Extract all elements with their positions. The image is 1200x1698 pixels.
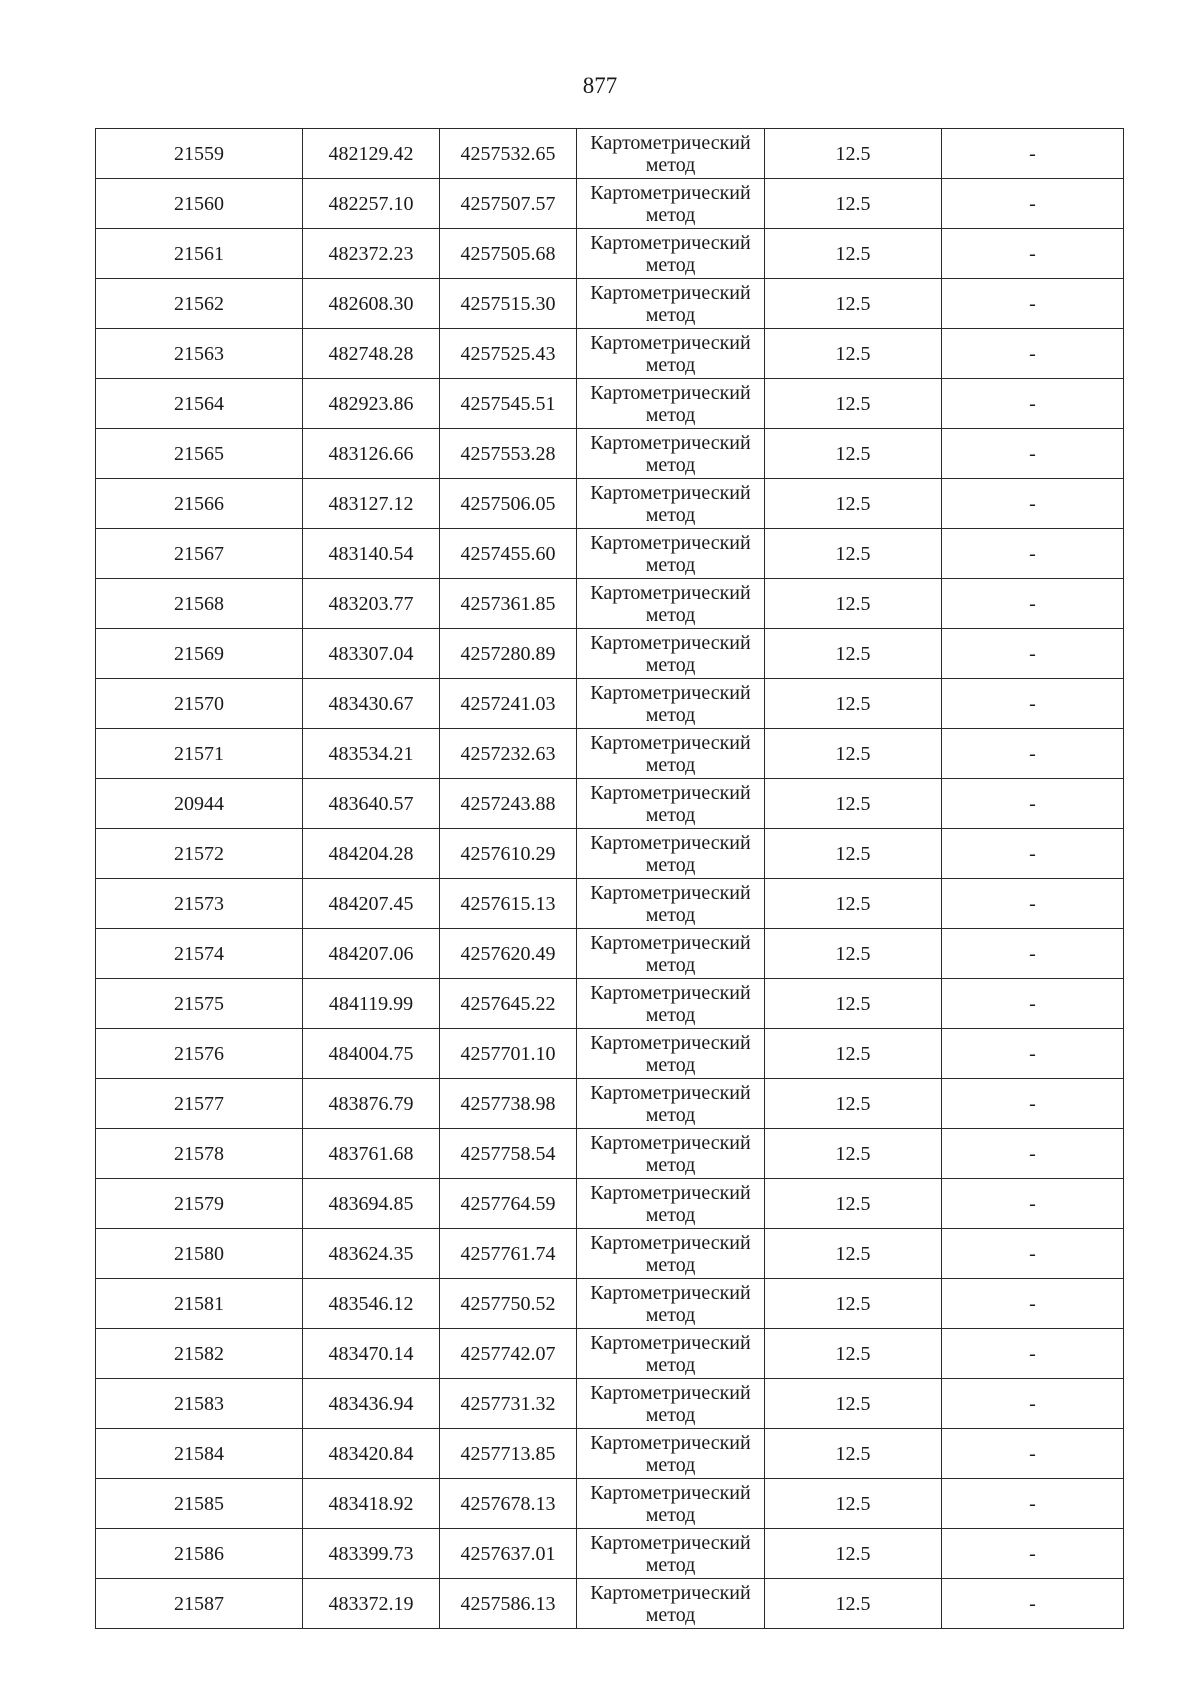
table-row bbox=[96, 229, 1124, 279]
point-id-cell: 21576 bbox=[96, 1029, 303, 1079]
point-id-cell: 21585 bbox=[96, 1479, 303, 1529]
point-id-cell: 21578 bbox=[96, 1129, 303, 1179]
note-cell: - bbox=[942, 429, 1124, 479]
method-line-2: метод bbox=[645, 1253, 696, 1276]
coordinates-table-body bbox=[96, 129, 1124, 1629]
y-coordinate-cell: 4257637.01 bbox=[440, 1529, 577, 1579]
x-coordinate-cell: 484004.75 bbox=[303, 1029, 440, 1079]
method-line-1: Картометрический bbox=[590, 181, 751, 204]
method-line-1: Картометрический bbox=[590, 481, 751, 504]
x-coordinate-cell: 483470.14 bbox=[303, 1329, 440, 1379]
table-row bbox=[96, 1229, 1124, 1279]
method-cell bbox=[577, 1329, 765, 1379]
note-cell: - bbox=[942, 329, 1124, 379]
method-line-1: Картометрический bbox=[590, 331, 751, 354]
x-coordinate-cell: 483546.12 bbox=[303, 1279, 440, 1329]
table-row bbox=[96, 1179, 1124, 1229]
y-coordinate-cell: 4257532.65 bbox=[440, 129, 577, 179]
note-cell: - bbox=[942, 1429, 1124, 1479]
accuracy-cell: 12.5 bbox=[765, 879, 942, 929]
note-cell: - bbox=[942, 1329, 1124, 1379]
method-cell bbox=[577, 179, 765, 229]
point-id-cell: 21568 bbox=[96, 579, 303, 629]
point-id-cell: 21584 bbox=[96, 1429, 303, 1479]
x-coordinate-cell: 483640.57 bbox=[303, 779, 440, 829]
note-cell: - bbox=[942, 879, 1124, 929]
y-coordinate-cell: 4257553.28 bbox=[440, 429, 577, 479]
y-coordinate-cell: 4257232.63 bbox=[440, 729, 577, 779]
x-coordinate-cell: 483126.66 bbox=[303, 429, 440, 479]
method-line-1: Картометрический bbox=[590, 431, 751, 454]
point-id-cell: 21587 bbox=[96, 1579, 303, 1629]
point-id-cell: 21580 bbox=[96, 1229, 303, 1279]
table-row bbox=[96, 979, 1124, 1029]
table-row bbox=[96, 679, 1124, 729]
accuracy-cell: 12.5 bbox=[765, 829, 942, 879]
table-row bbox=[96, 379, 1124, 429]
note-cell: - bbox=[942, 1529, 1124, 1579]
method-line-1: Картометрический bbox=[590, 1331, 751, 1354]
method-line-2: метод bbox=[645, 903, 696, 926]
x-coordinate-cell: 483876.79 bbox=[303, 1079, 440, 1129]
x-coordinate-cell: 483436.94 bbox=[303, 1379, 440, 1429]
point-id-cell: 21570 bbox=[96, 679, 303, 729]
note-cell: - bbox=[942, 1479, 1124, 1529]
point-id-cell: 21573 bbox=[96, 879, 303, 929]
point-id-cell: 21582 bbox=[96, 1329, 303, 1379]
table-row bbox=[96, 729, 1124, 779]
method-line-1: Картометрический bbox=[590, 531, 751, 554]
method-cell bbox=[577, 1479, 765, 1529]
table-row bbox=[96, 1279, 1124, 1329]
method-line-1: Картометрический bbox=[590, 281, 751, 304]
method-line-1: Картометрический bbox=[590, 631, 751, 654]
accuracy-cell: 12.5 bbox=[765, 229, 942, 279]
y-coordinate-cell: 4257241.03 bbox=[440, 679, 577, 729]
point-id-cell: 21567 bbox=[96, 529, 303, 579]
note-cell: - bbox=[942, 629, 1124, 679]
point-id-cell: 21566 bbox=[96, 479, 303, 529]
note-cell: - bbox=[942, 379, 1124, 429]
note-cell: - bbox=[942, 1579, 1124, 1629]
method-line-1: Картометрический bbox=[590, 1081, 751, 1104]
method-line-1: Картометрический bbox=[590, 131, 751, 154]
method-cell bbox=[577, 829, 765, 879]
x-coordinate-cell: 483534.21 bbox=[303, 729, 440, 779]
accuracy-cell: 12.5 bbox=[765, 1079, 942, 1129]
note-cell: - bbox=[942, 1129, 1124, 1179]
note-cell: - bbox=[942, 529, 1124, 579]
method-line-1: Картометрический bbox=[590, 1381, 751, 1404]
method-line-2: метод bbox=[645, 853, 696, 876]
point-id-cell: 21569 bbox=[96, 629, 303, 679]
method-line-2: метод bbox=[645, 1203, 696, 1226]
note-cell: - bbox=[942, 179, 1124, 229]
method-line-1: Картометрический bbox=[590, 681, 751, 704]
accuracy-cell: 12.5 bbox=[765, 1279, 942, 1329]
note-cell: - bbox=[942, 1029, 1124, 1079]
y-coordinate-cell: 4257361.85 bbox=[440, 579, 577, 629]
y-coordinate-cell: 4257761.74 bbox=[440, 1229, 577, 1279]
method-cell bbox=[577, 429, 765, 479]
point-id-cell: 21571 bbox=[96, 729, 303, 779]
method-line-2: метод bbox=[645, 553, 696, 576]
point-id-cell: 21572 bbox=[96, 829, 303, 879]
method-line-2: метод bbox=[645, 1053, 696, 1076]
accuracy-cell: 12.5 bbox=[765, 179, 942, 229]
x-coordinate-cell: 483127.12 bbox=[303, 479, 440, 529]
accuracy-cell: 12.5 bbox=[765, 1579, 942, 1629]
method-line-1: Картометрический bbox=[590, 1231, 751, 1254]
note-cell: - bbox=[942, 229, 1124, 279]
x-coordinate-cell: 482372.23 bbox=[303, 229, 440, 279]
y-coordinate-cell: 4257758.54 bbox=[440, 1129, 577, 1179]
note-cell: - bbox=[942, 829, 1124, 879]
method-cell bbox=[577, 979, 765, 1029]
method-line-1: Картометрический bbox=[590, 1131, 751, 1154]
method-cell bbox=[577, 1529, 765, 1579]
point-id-cell: 21577 bbox=[96, 1079, 303, 1129]
method-line-1: Картометрический bbox=[590, 1281, 751, 1304]
x-coordinate-cell: 483307.04 bbox=[303, 629, 440, 679]
method-line-1: Картометрический bbox=[590, 381, 751, 404]
y-coordinate-cell: 4257506.05 bbox=[440, 479, 577, 529]
point-id-cell: 21561 bbox=[96, 229, 303, 279]
table-row bbox=[96, 1479, 1124, 1529]
table-row bbox=[96, 1029, 1124, 1079]
method-cell bbox=[577, 929, 765, 979]
y-coordinate-cell: 4257701.10 bbox=[440, 1029, 577, 1079]
table-row bbox=[96, 279, 1124, 329]
accuracy-cell: 12.5 bbox=[765, 679, 942, 729]
method-line-1: Картометрический bbox=[590, 1581, 751, 1604]
method-cell bbox=[577, 1429, 765, 1479]
x-coordinate-cell: 483203.77 bbox=[303, 579, 440, 629]
method-line-2: метод bbox=[645, 353, 696, 376]
x-coordinate-cell: 483761.68 bbox=[303, 1129, 440, 1179]
accuracy-cell: 12.5 bbox=[765, 1529, 942, 1579]
page-number: 877 bbox=[582, 73, 618, 98]
method-line-2: метод bbox=[645, 753, 696, 776]
x-coordinate-cell: 482748.28 bbox=[303, 329, 440, 379]
method-line-2: метод bbox=[645, 1153, 696, 1176]
y-coordinate-cell: 4257586.13 bbox=[440, 1579, 577, 1629]
method-line-2: метод bbox=[645, 1503, 696, 1526]
method-cell bbox=[577, 279, 765, 329]
method-line-2: метод bbox=[645, 1403, 696, 1426]
method-line-2: метод bbox=[645, 603, 696, 626]
table-row bbox=[96, 579, 1124, 629]
method-line-2: метод bbox=[645, 1353, 696, 1376]
note-cell: - bbox=[942, 129, 1124, 179]
note-cell: - bbox=[942, 929, 1124, 979]
point-id-cell: 21583 bbox=[96, 1379, 303, 1429]
x-coordinate-cell: 483140.54 bbox=[303, 529, 440, 579]
method-line-1: Картометрический bbox=[590, 931, 751, 954]
method-line-1: Картометрический bbox=[590, 881, 751, 904]
method-line-2: метод bbox=[645, 1553, 696, 1576]
x-coordinate-cell: 484119.99 bbox=[303, 979, 440, 1029]
method-line-1: Картометрический bbox=[590, 1481, 751, 1504]
y-coordinate-cell: 4257455.60 bbox=[440, 529, 577, 579]
table-row bbox=[96, 529, 1124, 579]
y-coordinate-cell: 4257525.43 bbox=[440, 329, 577, 379]
method-line-2: метод bbox=[645, 203, 696, 226]
coordinates-table bbox=[95, 128, 1124, 1629]
method-cell bbox=[577, 679, 765, 729]
table-row bbox=[96, 479, 1124, 529]
point-id-cell: 21586 bbox=[96, 1529, 303, 1579]
method-line-1: Картометрический bbox=[590, 1531, 751, 1554]
method-line-1: Картометрический bbox=[590, 981, 751, 1004]
table-row bbox=[96, 779, 1124, 829]
note-cell: - bbox=[942, 729, 1124, 779]
note-cell: - bbox=[942, 979, 1124, 1029]
method-cell bbox=[577, 129, 765, 179]
method-line-1: Картометрический bbox=[590, 731, 751, 754]
method-line-2: метод bbox=[645, 403, 696, 426]
x-coordinate-cell: 483418.92 bbox=[303, 1479, 440, 1529]
x-coordinate-cell: 483430.67 bbox=[303, 679, 440, 729]
y-coordinate-cell: 4257610.29 bbox=[440, 829, 577, 879]
point-id-cell: 20944 bbox=[96, 779, 303, 829]
note-cell: - bbox=[942, 279, 1124, 329]
x-coordinate-cell: 482129.42 bbox=[303, 129, 440, 179]
method-line-2: метод bbox=[645, 253, 696, 276]
method-cell bbox=[577, 1129, 765, 1179]
y-coordinate-cell: 4257731.32 bbox=[440, 1379, 577, 1429]
method-cell bbox=[577, 1379, 765, 1429]
method-line-1: Картометрический bbox=[590, 581, 751, 604]
method-cell bbox=[577, 1029, 765, 1079]
x-coordinate-cell: 483694.85 bbox=[303, 1179, 440, 1229]
accuracy-cell: 12.5 bbox=[765, 629, 942, 679]
table-row bbox=[96, 1579, 1124, 1629]
method-cell bbox=[577, 879, 765, 929]
method-cell bbox=[577, 1279, 765, 1329]
table-row bbox=[96, 1429, 1124, 1479]
x-coordinate-cell: 482257.10 bbox=[303, 179, 440, 229]
point-id-cell: 21562 bbox=[96, 279, 303, 329]
y-coordinate-cell: 4257280.89 bbox=[440, 629, 577, 679]
y-coordinate-cell: 4257764.59 bbox=[440, 1179, 577, 1229]
method-line-2: метод bbox=[645, 303, 696, 326]
method-line-2: метод bbox=[645, 1303, 696, 1326]
method-line-2: метод bbox=[645, 1003, 696, 1026]
y-coordinate-cell: 4257742.07 bbox=[440, 1329, 577, 1379]
y-coordinate-cell: 4257505.68 bbox=[440, 229, 577, 279]
accuracy-cell: 12.5 bbox=[765, 279, 942, 329]
note-cell: - bbox=[942, 679, 1124, 729]
method-line-2: метод bbox=[645, 703, 696, 726]
method-cell bbox=[577, 1079, 765, 1129]
accuracy-cell: 12.5 bbox=[765, 529, 942, 579]
accuracy-cell: 12.5 bbox=[765, 1429, 942, 1479]
x-coordinate-cell: 484207.06 bbox=[303, 929, 440, 979]
accuracy-cell: 12.5 bbox=[765, 1029, 942, 1079]
method-cell bbox=[577, 579, 765, 629]
table-row bbox=[96, 1379, 1124, 1429]
accuracy-cell: 12.5 bbox=[765, 1479, 942, 1529]
accuracy-cell: 12.5 bbox=[765, 579, 942, 629]
table-row bbox=[96, 129, 1124, 179]
method-line-1: Картометрический bbox=[590, 831, 751, 854]
note-cell: - bbox=[942, 779, 1124, 829]
method-line-2: метод bbox=[645, 1453, 696, 1476]
method-cell bbox=[577, 229, 765, 279]
note-cell: - bbox=[942, 1179, 1124, 1229]
method-line-2: метод bbox=[645, 653, 696, 676]
accuracy-cell: 12.5 bbox=[765, 1379, 942, 1429]
x-coordinate-cell: 483624.35 bbox=[303, 1229, 440, 1279]
method-cell bbox=[577, 529, 765, 579]
point-id-cell: 21560 bbox=[96, 179, 303, 229]
accuracy-cell: 12.5 bbox=[765, 979, 942, 1029]
x-coordinate-cell: 482608.30 bbox=[303, 279, 440, 329]
method-line-1: Картометрический bbox=[590, 781, 751, 804]
method-line-1: Картометрический bbox=[590, 1031, 751, 1054]
method-line-2: метод bbox=[645, 1603, 696, 1626]
method-line-2: метод bbox=[645, 803, 696, 826]
table-row bbox=[96, 879, 1124, 929]
note-cell: - bbox=[942, 1279, 1124, 1329]
method-line-2: метод bbox=[645, 153, 696, 176]
table-row bbox=[96, 429, 1124, 479]
method-cell bbox=[577, 729, 765, 779]
y-coordinate-cell: 4257545.51 bbox=[440, 379, 577, 429]
method-line-2: метод bbox=[645, 453, 696, 476]
method-cell bbox=[577, 329, 765, 379]
accuracy-cell: 12.5 bbox=[765, 379, 942, 429]
accuracy-cell: 12.5 bbox=[765, 729, 942, 779]
x-coordinate-cell: 483420.84 bbox=[303, 1429, 440, 1479]
method-line-2: метод bbox=[645, 503, 696, 526]
y-coordinate-cell: 4257243.88 bbox=[440, 779, 577, 829]
point-id-cell: 21575 bbox=[96, 979, 303, 1029]
table-row bbox=[96, 1329, 1124, 1379]
method-line-1: Картометрический bbox=[590, 231, 751, 254]
table-row bbox=[96, 929, 1124, 979]
accuracy-cell: 12.5 bbox=[765, 329, 942, 379]
method-cell bbox=[577, 379, 765, 429]
accuracy-cell: 12.5 bbox=[765, 1229, 942, 1279]
method-line-2: метод bbox=[645, 953, 696, 976]
x-coordinate-cell: 484207.45 bbox=[303, 879, 440, 929]
accuracy-cell: 12.5 bbox=[765, 1129, 942, 1179]
note-cell: - bbox=[942, 479, 1124, 529]
note-cell: - bbox=[942, 1229, 1124, 1279]
point-id-cell: 21574 bbox=[96, 929, 303, 979]
method-line-1: Картометрический bbox=[590, 1181, 751, 1204]
y-coordinate-cell: 4257615.13 bbox=[440, 879, 577, 929]
y-coordinate-cell: 4257507.57 bbox=[440, 179, 577, 229]
y-coordinate-cell: 4257620.49 bbox=[440, 929, 577, 979]
accuracy-cell: 12.5 bbox=[765, 129, 942, 179]
y-coordinate-cell: 4257713.85 bbox=[440, 1429, 577, 1479]
accuracy-cell: 12.5 bbox=[765, 1329, 942, 1379]
accuracy-cell: 12.5 bbox=[765, 929, 942, 979]
method-cell bbox=[577, 779, 765, 829]
accuracy-cell: 12.5 bbox=[765, 479, 942, 529]
y-coordinate-cell: 4257645.22 bbox=[440, 979, 577, 1029]
table-row bbox=[96, 179, 1124, 229]
point-id-cell: 21565 bbox=[96, 429, 303, 479]
x-coordinate-cell: 484204.28 bbox=[303, 829, 440, 879]
method-cell bbox=[577, 1179, 765, 1229]
point-id-cell: 21559 bbox=[96, 129, 303, 179]
accuracy-cell: 12.5 bbox=[765, 429, 942, 479]
method-cell bbox=[577, 479, 765, 529]
y-coordinate-cell: 4257678.13 bbox=[440, 1479, 577, 1529]
note-cell: - bbox=[942, 1379, 1124, 1429]
y-coordinate-cell: 4257738.98 bbox=[440, 1079, 577, 1129]
method-line-2: метод bbox=[645, 1103, 696, 1126]
point-id-cell: 21581 bbox=[96, 1279, 303, 1329]
y-coordinate-cell: 4257750.52 bbox=[440, 1279, 577, 1329]
table-row bbox=[96, 829, 1124, 879]
accuracy-cell: 12.5 bbox=[765, 1179, 942, 1229]
point-id-cell: 21579 bbox=[96, 1179, 303, 1229]
note-cell: - bbox=[942, 1079, 1124, 1129]
method-cell bbox=[577, 1229, 765, 1279]
table-row bbox=[96, 629, 1124, 679]
table-row bbox=[96, 1529, 1124, 1579]
table-row bbox=[96, 1079, 1124, 1129]
method-line-1: Картометрический bbox=[590, 1431, 751, 1454]
table-row bbox=[96, 1129, 1124, 1179]
method-cell bbox=[577, 629, 765, 679]
accuracy-cell: 12.5 bbox=[765, 779, 942, 829]
table-row bbox=[96, 329, 1124, 379]
point-id-cell: 21564 bbox=[96, 379, 303, 429]
y-coordinate-cell: 4257515.30 bbox=[440, 279, 577, 329]
x-coordinate-cell: 482923.86 bbox=[303, 379, 440, 429]
x-coordinate-cell: 483372.19 bbox=[303, 1579, 440, 1629]
x-coordinate-cell: 483399.73 bbox=[303, 1529, 440, 1579]
point-id-cell: 21563 bbox=[96, 329, 303, 379]
method-cell bbox=[577, 1579, 765, 1629]
note-cell: - bbox=[942, 579, 1124, 629]
